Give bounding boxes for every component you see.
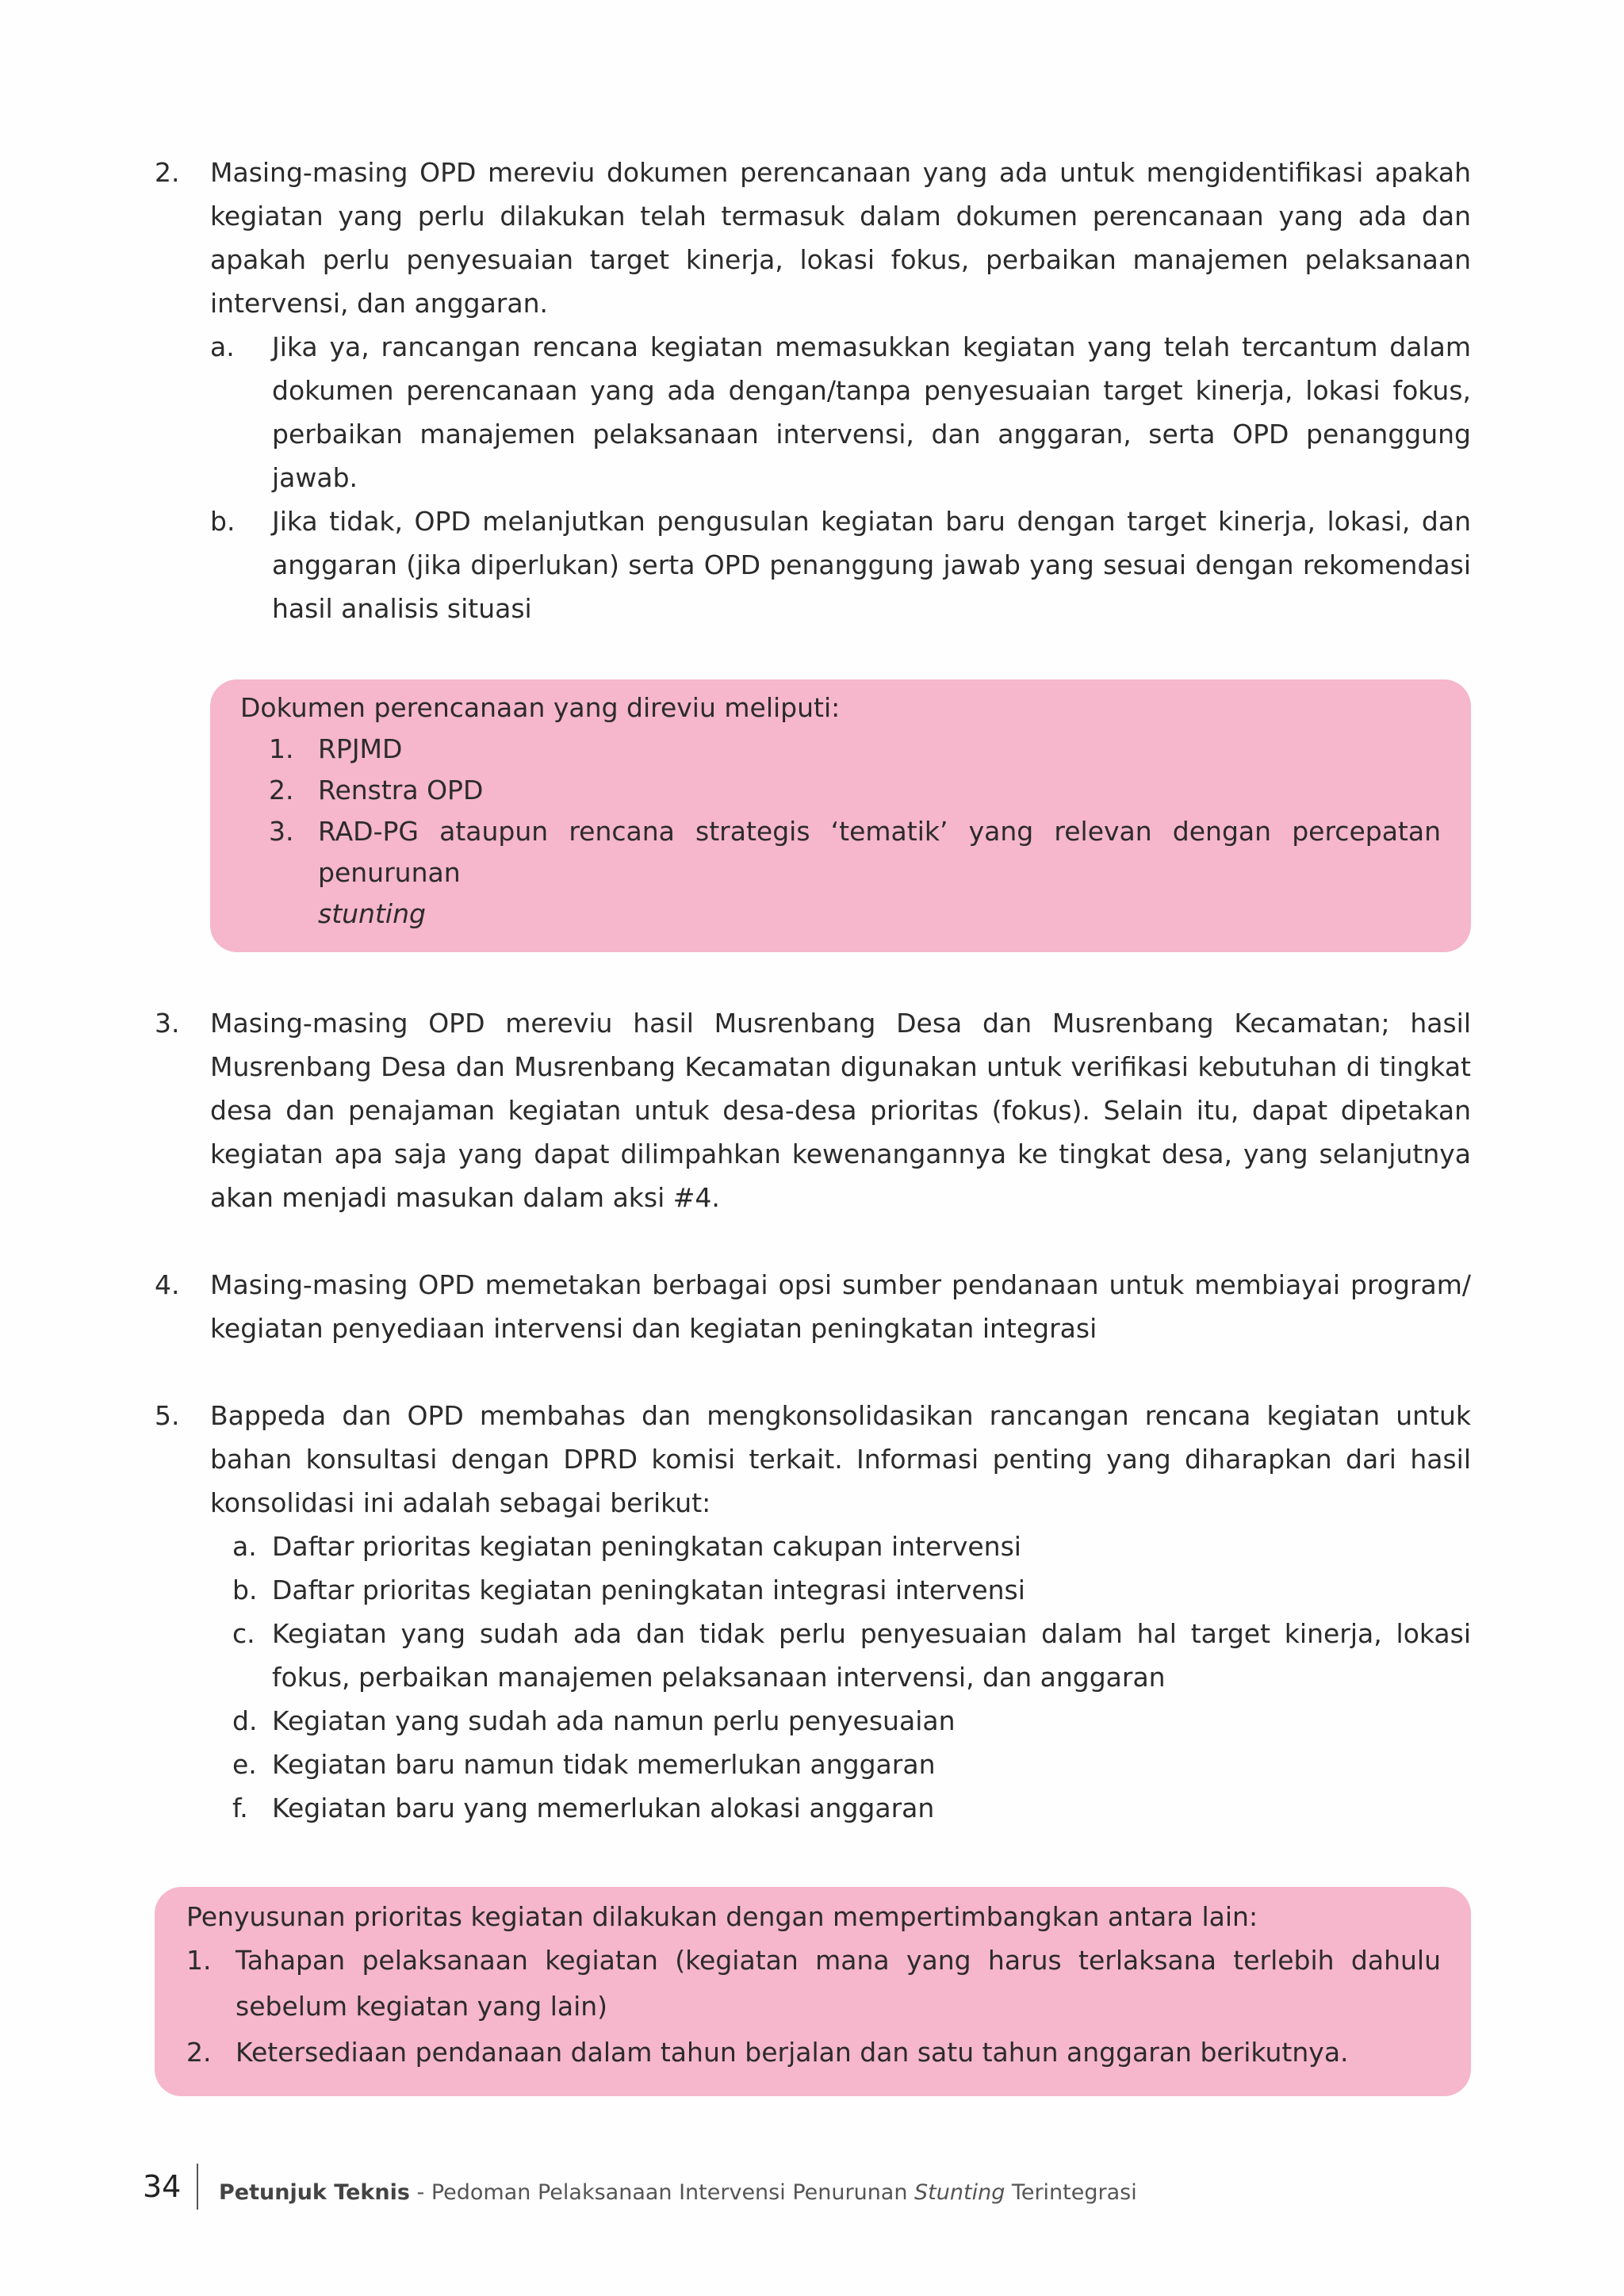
list-number: 4. — [155, 1269, 180, 1300]
sublist-item-d — [210, 1699, 1471, 1743]
box-title: Dokumen perencanaan yang direviu meliputi: — [240, 692, 841, 723]
list-item-text: Masing-masing OPD memetakan berbagai opsi sumber pendanaan untuk membiayai program/ kegiatan penyediaan intervensi dan kegiatan peningkatan integrasi — [210, 1269, 1471, 1344]
box-list-number: 2. — [269, 775, 294, 806]
sublist-text: Jika ya, rancangan rencana kegiatan memasukkan kegiatan yang telah tercantum dalam dokumen perencanaan yang ada dengan/tanpa penyesuaian target kinerja, lokasi fokus, perbaikan manajemen pelaksanaan intervensi, dan anggaran, serta OPD penanggung jawab. — [272, 331, 1471, 493]
sublist-letter: d. — [232, 1705, 258, 1736]
sublist-item-a — [210, 1525, 1471, 1568]
sublist — [210, 325, 1471, 630]
box-list-item — [240, 770, 1441, 811]
sublist-text: Daftar prioritas kegiatan peningkatan cakupan intervensi — [272, 1531, 1021, 1562]
box-list-text: RAD-PG ataupun rencana strategis ‘tematik’ yang relevan dengan percepatan penurunan — [318, 816, 1441, 888]
box-list-number: 1. — [269, 733, 294, 764]
footer-sep: - Pedoman Pelaksanaan Intervensi Penurunan — [409, 2179, 915, 2205]
box-list-number: 2. — [186, 2037, 212, 2068]
sublist-item-b — [210, 499, 1471, 630]
page-content — [155, 151, 1471, 2096]
list-item-text: Masing-masing OPD mereviu hasil Musrenbang Desa dan Musrenbang Kecamatan; hasil Musrenbang Desa dan Musrenbang Kecamatan digunakan untuk verifikasi kebutuhan di tingkat desa dan penajaman kegiatan untuk desa-desa prioritas (fokus). Selain itu, dapat dipetakan kegiatan apa saja yang dapat dilimpahkan kewenangannya ke tingkat desa, yang selanjutnya akan menjadi masukan dalam aksi #4. — [210, 1008, 1471, 1213]
sublist-text: Kegiatan yang sudah ada namun perlu penyesuaian — [272, 1705, 956, 1736]
sublist-letter: e. — [232, 1749, 257, 1780]
list-item-text: Bappeda dan OPD membahas dan mengkonsolidasikan rancangan rencana kegiatan untuk bahan konsultasi dengan DPRD komisi terkait. Informasi penting yang diharapkan dari hasil konsolidasi ini adalah sebagai berikut: — [210, 1400, 1471, 1518]
box-list-item — [240, 811, 1441, 935]
sublist-text: Kegiatan baru yang memerlukan alokasi anggaran — [272, 1793, 935, 1823]
sublist-item-b — [210, 1568, 1471, 1612]
list-item-4 — [155, 1263, 1471, 1350]
footer-bold: Petunjuk Teknis — [219, 2179, 410, 2205]
box-list-text: RPJMD — [318, 733, 403, 764]
sublist-item-f — [210, 1786, 1471, 1830]
info-box-planning-documents — [210, 679, 1471, 952]
box-list-item — [186, 1938, 1441, 2030]
footer-divider — [197, 2164, 198, 2210]
sublist-text: Jika tidak, OPD melanjutkan pengusulan kegiatan baru dengan target kinerja, lokasi, dan anggaran (jika diperlukan) serta OPD penanggung jawab yang sesuai dengan rekomendasi hasil analisis situasi — [272, 506, 1471, 624]
page-footer — [143, 2163, 1137, 2210]
box-list-item — [186, 2030, 1441, 2076]
box-list-item — [240, 729, 1441, 770]
sublist-item-e — [210, 1743, 1471, 1786]
box-title: Penyusunan prioritas kegiatan dilakukan dengan mempertimbangkan antara lain: — [186, 1901, 1258, 1932]
sublist-letter: c. — [232, 1618, 255, 1649]
list-item-2 — [155, 151, 1471, 630]
footer-italic: Stunting — [914, 2179, 1005, 2205]
list-item-text: Masing-masing OPD mereviu dokumen perencanaan yang ada untuk mengidentifikasi apakah kegiatan yang perlu dilakukan telah termasuk dalam dokumen perencanaan yang ada dan apakah perlu penyesuaian target kinerja, lokasi fokus, perbaikan manajemen pelaksanaan intervensi, dan anggaran. — [210, 157, 1471, 319]
list-number: 3. — [155, 1008, 180, 1039]
sublist-letter: a. — [232, 1531, 257, 1562]
list-number: 2. — [155, 157, 180, 188]
box-list-number: 1. — [186, 1945, 212, 1976]
page-number: 34 — [143, 2169, 182, 2204]
box-list-text: Tahapan pelaksanaan kegiatan (kegiatan mana yang harus terlaksana terlebih dahulu sebelum kegiatan yang lain) — [236, 1945, 1441, 2022]
sublist-letter: a. — [210, 331, 235, 362]
info-box-priority-considerations — [155, 1887, 1471, 2096]
box-list-italic: stunting — [318, 898, 426, 929]
list-item-3 — [155, 1001, 1471, 1219]
sublist-item-a — [210, 325, 1471, 499]
sublist-item-c — [210, 1612, 1471, 1699]
sublist — [210, 1525, 1471, 1830]
footer-title — [219, 2180, 1137, 2205]
box-list-number: 3. — [269, 816, 294, 847]
sublist-text: Kegiatan yang sudah ada dan tidak perlu penyesuaian dalam hal target kinerja, lokasi fokus, perbaikan manajemen pelaksanaan intervensi, dan anggaran — [272, 1618, 1471, 1693]
box-list-text: Renstra OPD — [318, 775, 484, 806]
sublist-letter: f. — [232, 1793, 248, 1823]
box-list-text: Ketersediaan pendanaan dalam tahun berjalan dan satu tahun anggaran berikutnya. — [236, 2037, 1349, 2068]
sublist-text: Daftar prioritas kegiatan peningkatan integrasi intervensi — [272, 1575, 1025, 1605]
footer-tail: Terintegrasi — [1005, 2179, 1137, 2205]
sublist-letter: b. — [210, 506, 236, 537]
list-item-5 — [155, 1394, 1471, 1830]
list-number: 5. — [155, 1400, 180, 1431]
sublist-text: Kegiatan baru namun tidak memerlukan anggaran — [272, 1749, 936, 1780]
sublist-letter: b. — [232, 1575, 258, 1605]
